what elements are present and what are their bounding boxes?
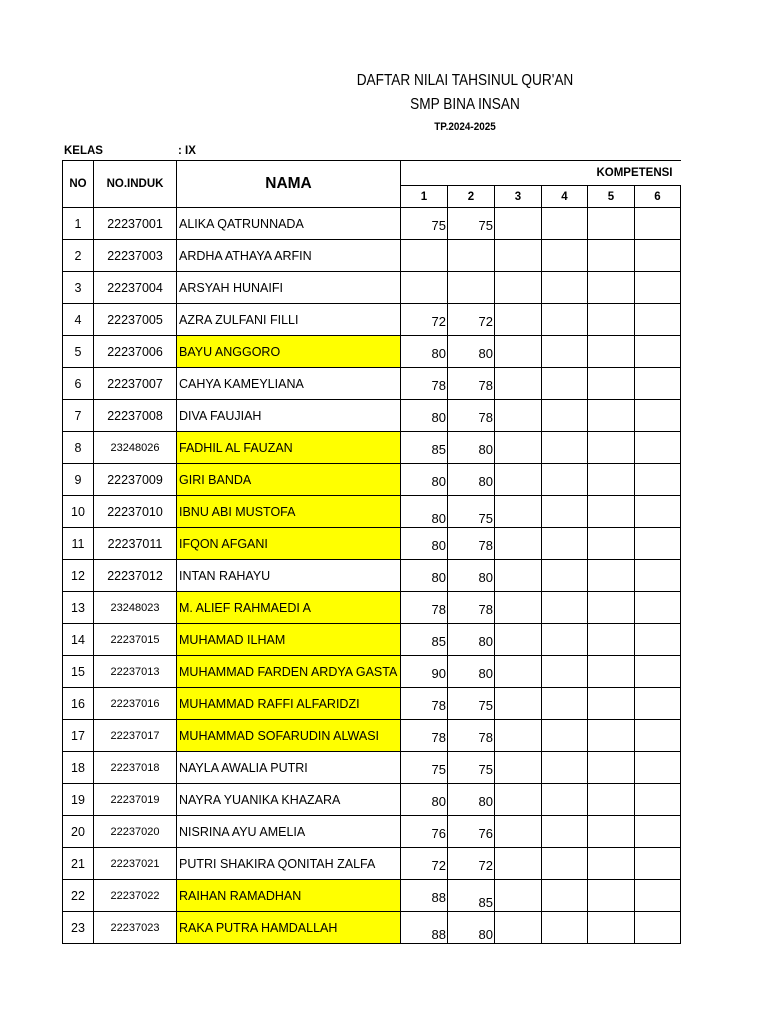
student-id: 22237006 (94, 336, 177, 368)
score-5 (588, 784, 635, 816)
score-2: 76 (448, 816, 495, 848)
score-6 (635, 592, 681, 624)
score-4 (542, 240, 588, 272)
student-id: 22237004 (94, 272, 177, 304)
header-no: NO (63, 161, 94, 208)
score-1: 78 (401, 720, 448, 752)
score-3 (495, 912, 542, 944)
score-3 (495, 848, 542, 880)
student-id: 22237012 (94, 560, 177, 592)
score-5 (588, 400, 635, 432)
student-name: IFQON AFGANI (177, 528, 401, 560)
score-6 (635, 688, 681, 720)
student-id: 22237018 (94, 752, 177, 784)
score-2: 80 (448, 560, 495, 592)
score-6 (635, 816, 681, 848)
student-name: BAYU ANGGORO (177, 336, 401, 368)
score-4 (542, 336, 588, 368)
score-6 (635, 400, 681, 432)
student-id: 22237017 (94, 720, 177, 752)
student-name: CAHYA KAMEYLIANA (177, 368, 401, 400)
score-3 (495, 208, 542, 240)
student-name: ARDHA ATHAYA ARFIN (177, 240, 401, 272)
score-6 (635, 912, 681, 944)
student-id: 22237020 (94, 816, 177, 848)
score-5 (588, 816, 635, 848)
score-1: 85 (401, 432, 448, 464)
score-4 (542, 912, 588, 944)
score-1: 78 (401, 688, 448, 720)
student-id: 22237011 (94, 528, 177, 560)
score-4 (542, 272, 588, 304)
score-4 (542, 560, 588, 592)
score-3 (495, 496, 542, 528)
score-2: 80 (448, 464, 495, 496)
table-row (63, 848, 681, 880)
table-row (63, 272, 681, 304)
score-5 (588, 752, 635, 784)
score-6 (635, 528, 681, 560)
table-row (63, 688, 681, 720)
score-3 (495, 656, 542, 688)
score-3 (495, 400, 542, 432)
score-2 (448, 240, 495, 272)
score-5 (588, 240, 635, 272)
table-row (63, 432, 681, 464)
score-5 (588, 624, 635, 656)
row-number: 8 (63, 432, 94, 464)
score-1: 88 (401, 912, 448, 944)
student-name: NISRINA AYU AMELIA (177, 816, 401, 848)
row-number: 22 (63, 880, 94, 912)
score-3 (495, 784, 542, 816)
row-number: 18 (63, 752, 94, 784)
student-name: ALIKA QATRUNNADA (177, 208, 401, 240)
score-2: 72 (448, 848, 495, 880)
score-4 (542, 496, 588, 528)
score-3 (495, 240, 542, 272)
header-nama: NAMA (177, 161, 401, 208)
score-1: 75 (401, 752, 448, 784)
sheet-title: DAFTAR NILAI TAHSINUL QUR'AN (356, 72, 574, 89)
score-4 (542, 880, 588, 912)
score-6 (635, 304, 681, 336)
row-number: 7 (63, 400, 94, 432)
table-row (63, 784, 681, 816)
score-3 (495, 528, 542, 560)
student-name: MUHAMMAD RAFFI ALFARIDZI (177, 688, 401, 720)
table-row (63, 496, 681, 528)
row-number: 3 (63, 272, 94, 304)
row-number: 20 (63, 816, 94, 848)
row-number: 5 (63, 336, 94, 368)
table-row (63, 752, 681, 784)
score-3 (495, 720, 542, 752)
table-row (63, 368, 681, 400)
student-id: 22237005 (94, 304, 177, 336)
row-number: 13 (63, 592, 94, 624)
student-id: 22237008 (94, 400, 177, 432)
score-2: 80 (448, 912, 495, 944)
header-col-1: 1 (401, 186, 448, 208)
score-4 (542, 432, 588, 464)
score-4 (542, 656, 588, 688)
score-1: 90 (401, 656, 448, 688)
score-5 (588, 528, 635, 560)
student-id: 22237021 (94, 848, 177, 880)
score-6 (635, 496, 681, 528)
score-5 (588, 720, 635, 752)
row-number: 19 (63, 784, 94, 816)
score-5 (588, 656, 635, 688)
score-2: 75 (448, 208, 495, 240)
table-row (63, 592, 681, 624)
score-4 (542, 400, 588, 432)
score-4 (542, 784, 588, 816)
score-6 (635, 560, 681, 592)
score-4 (542, 720, 588, 752)
student-name: RAKA PUTRA HAMDALLAH (177, 912, 401, 944)
score-6 (635, 784, 681, 816)
score-4 (542, 816, 588, 848)
score-6 (635, 720, 681, 752)
student-id: 22237019 (94, 784, 177, 816)
score-2: 72 (448, 304, 495, 336)
score-6 (635, 848, 681, 880)
score-6 (635, 464, 681, 496)
header-no-induk: NO.INDUK (94, 161, 177, 208)
score-2: 75 (448, 688, 495, 720)
score-3 (495, 432, 542, 464)
score-2: 75 (448, 496, 495, 528)
table-row (63, 624, 681, 656)
score-4 (542, 752, 588, 784)
table-row (63, 240, 681, 272)
student-name: AZRA ZULFANI FILLI (177, 304, 401, 336)
student-name: MUHAMMAD FARDEN ARDYA GASTA (177, 656, 401, 688)
student-name: RAIHAN RAMADHAN (177, 880, 401, 912)
score-3 (495, 336, 542, 368)
header-col-5: 5 (588, 186, 635, 208)
student-name: MUHAMAD ILHAM (177, 624, 401, 656)
score-6 (635, 208, 681, 240)
row-number: 6 (63, 368, 94, 400)
score-6 (635, 336, 681, 368)
score-3 (495, 816, 542, 848)
score-5 (588, 496, 635, 528)
score-1: 80 (401, 496, 448, 528)
score-4 (542, 848, 588, 880)
score-3 (495, 624, 542, 656)
student-id: 22237022 (94, 880, 177, 912)
score-4 (542, 304, 588, 336)
score-5 (588, 848, 635, 880)
student-id: 22237010 (94, 496, 177, 528)
table-row (63, 656, 681, 688)
score-3 (495, 560, 542, 592)
student-id: 22237003 (94, 240, 177, 272)
student-name: M. ALIEF RAHMAEDI A (177, 592, 401, 624)
score-2: 80 (448, 656, 495, 688)
header-col-3: 3 (495, 186, 542, 208)
table-row (63, 528, 681, 560)
student-name: GIRI BANDA (177, 464, 401, 496)
score-5 (588, 208, 635, 240)
table-row (63, 464, 681, 496)
score-2: 80 (448, 336, 495, 368)
score-1: 78 (401, 592, 448, 624)
row-number: 14 (63, 624, 94, 656)
row-number: 23 (63, 912, 94, 944)
student-name: INTAN RAHAYU (177, 560, 401, 592)
score-3 (495, 464, 542, 496)
score-5 (588, 688, 635, 720)
score-2: 80 (448, 784, 495, 816)
score-5 (588, 272, 635, 304)
score-5 (588, 592, 635, 624)
score-2: 85 (448, 880, 495, 912)
score-6 (635, 272, 681, 304)
score-2: 78 (448, 528, 495, 560)
score-5 (588, 336, 635, 368)
score-2: 78 (448, 368, 495, 400)
score-4 (542, 688, 588, 720)
score-1: 78 (401, 368, 448, 400)
score-4 (542, 528, 588, 560)
score-1: 80 (401, 528, 448, 560)
header-col-6: 6 (635, 186, 681, 208)
score-2: 80 (448, 432, 495, 464)
student-name: IBNU ABI MUSTOFA (177, 496, 401, 528)
score-5 (588, 464, 635, 496)
student-id: 22237001 (94, 208, 177, 240)
table-row (63, 336, 681, 368)
score-6 (635, 880, 681, 912)
score-2: 78 (448, 720, 495, 752)
student-id: 22237009 (94, 464, 177, 496)
score-1: 75 (401, 208, 448, 240)
score-4 (542, 592, 588, 624)
student-id: 23248023 (94, 592, 177, 624)
student-name: PUTRI SHAKIRA QONITAH ZALFA (177, 848, 401, 880)
score-1 (401, 272, 448, 304)
student-id: 23248026 (94, 432, 177, 464)
student-id: 22237023 (94, 912, 177, 944)
table-row (63, 816, 681, 848)
student-name: DIVA FAUJIAH (177, 400, 401, 432)
score-3 (495, 688, 542, 720)
score-6 (635, 656, 681, 688)
row-number: 17 (63, 720, 94, 752)
score-3 (495, 368, 542, 400)
score-1 (401, 240, 448, 272)
score-6 (635, 624, 681, 656)
score-6 (635, 368, 681, 400)
student-id: 22237007 (94, 368, 177, 400)
student-name: ARSYAH HUNAIFI (177, 272, 401, 304)
score-3 (495, 880, 542, 912)
row-number: 15 (63, 656, 94, 688)
student-name: NAYLA AWALIA PUTRI (177, 752, 401, 784)
table-row (63, 304, 681, 336)
score-2: 80 (448, 624, 495, 656)
score-1: 76 (401, 816, 448, 848)
score-1: 72 (401, 304, 448, 336)
header-col-4: 4 (542, 186, 588, 208)
score-3 (495, 752, 542, 784)
table-row (63, 400, 681, 432)
table-row (63, 912, 681, 944)
table-row (63, 560, 681, 592)
score-6 (635, 240, 681, 272)
row-number: 4 (63, 304, 94, 336)
score-1: 80 (401, 784, 448, 816)
student-name: NAYRA YUANIKA KHAZARA (177, 784, 401, 816)
student-name: FADHIL AL FAUZAN (177, 432, 401, 464)
score-3 (495, 272, 542, 304)
row-number: 16 (63, 688, 94, 720)
row-number: 10 (63, 496, 94, 528)
score-2: 78 (448, 400, 495, 432)
score-3 (495, 592, 542, 624)
kelas-value: : IX (178, 145, 196, 157)
score-4 (542, 624, 588, 656)
score-5 (588, 880, 635, 912)
score-5 (588, 368, 635, 400)
row-number: 1 (63, 208, 94, 240)
score-2: 78 (448, 592, 495, 624)
table-row (63, 208, 681, 240)
student-id: 22237013 (94, 656, 177, 688)
score-4 (542, 208, 588, 240)
score-6 (635, 432, 681, 464)
header-col-2: 2 (448, 186, 495, 208)
score-1: 80 (401, 336, 448, 368)
row-number: 2 (63, 240, 94, 272)
header-kompetensi: KOMPETENSI (401, 161, 681, 186)
row-number: 11 (63, 528, 94, 560)
score-5 (588, 560, 635, 592)
table-row (63, 880, 681, 912)
row-number: 9 (63, 464, 94, 496)
score-4 (542, 464, 588, 496)
score-5 (588, 304, 635, 336)
score-1: 80 (401, 560, 448, 592)
student-id: 22237016 (94, 688, 177, 720)
score-2: 75 (448, 752, 495, 784)
score-1: 80 (401, 464, 448, 496)
student-id: 22237015 (94, 624, 177, 656)
school-name: SMP BINA INSAN (410, 96, 520, 113)
score-5 (588, 912, 635, 944)
score-1: 85 (401, 624, 448, 656)
student-name: MUHAMMAD SOFARUDIN ALWASI (177, 720, 401, 752)
kelas-label: KELAS (64, 145, 103, 157)
academic-year: TP.2024-2025 (434, 121, 496, 133)
score-1: 88 (401, 880, 448, 912)
score-1: 72 (401, 848, 448, 880)
score-6 (635, 752, 681, 784)
score-2 (448, 272, 495, 304)
score-1: 80 (401, 400, 448, 432)
table-row (63, 720, 681, 752)
grades-table (62, 160, 681, 944)
score-5 (588, 432, 635, 464)
score-3 (495, 304, 542, 336)
row-number: 12 (63, 560, 94, 592)
score-4 (542, 368, 588, 400)
row-number: 21 (63, 848, 94, 880)
